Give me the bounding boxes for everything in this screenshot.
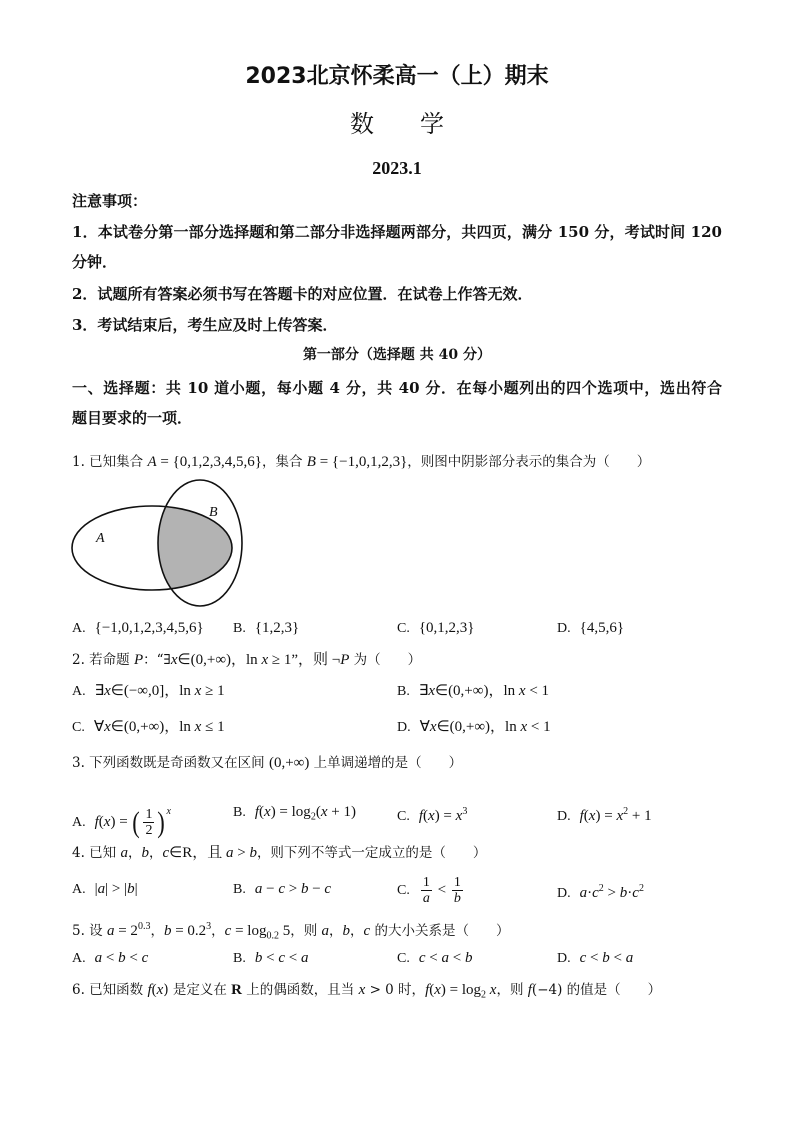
math-variable: x <box>588 808 596 824</box>
option-label: A. <box>72 815 86 830</box>
math-variable: f <box>147 982 152 998</box>
math-variable: P <box>133 652 144 668</box>
subject-title: 数学 <box>350 110 490 138</box>
q1-option-b <box>233 613 299 643</box>
stem-text: ， <box>350 923 364 939</box>
option-text: {−1,0,1,2,3,4,5,6} <box>94 620 204 636</box>
section-instruction: 一、选择题：共 10 道小题，每小题 4 分，共 40 分．在每小题列出的四个选项中，选出符合 <box>72 379 722 397</box>
math-variable: x <box>616 808 624 824</box>
option-text: {1,2,3} <box>254 620 300 636</box>
math-expression: · <box>627 885 633 901</box>
q5-option-d <box>557 943 633 973</box>
stem-text: 2. 若命题 <box>72 652 134 668</box>
stem-text: ， <box>150 923 164 939</box>
math-expression: < <box>609 950 626 966</box>
option-text: {4,5,6} <box>579 620 625 636</box>
log-base: 2 <box>481 989 487 1001</box>
option-label: C. <box>397 883 410 898</box>
option-label: C. <box>397 621 410 636</box>
math-variable: a <box>225 845 234 861</box>
math-variable: b <box>619 885 628 901</box>
q3-option-c <box>397 797 467 827</box>
math-variable: b <box>254 950 263 966</box>
math-variable: x <box>104 683 111 699</box>
stem-text: ， <box>211 923 225 939</box>
fraction-numerator: 1 <box>422 875 430 890</box>
math-variable: x <box>264 804 271 820</box>
question-1-stem <box>72 452 650 472</box>
math-expression: = {−1,0,1,2,3} <box>315 454 408 470</box>
math-expression: ( <box>98 814 104 830</box>
exam-date: 2023.1 <box>372 158 422 178</box>
page-title: 2023北京怀柔高一（上）期末 <box>245 64 549 89</box>
math-expression: = log <box>231 923 267 939</box>
math-expression: = 0.2 <box>171 923 207 939</box>
stem-text: ，则 <box>496 982 528 998</box>
option-label: B. <box>233 621 246 636</box>
math-variable: c <box>278 950 285 966</box>
math-variable: x <box>520 719 528 735</box>
math-variable: x <box>261 652 269 668</box>
fraction-denominator: b <box>453 891 461 906</box>
math-variable: c <box>363 923 371 939</box>
log-base: 2 <box>310 811 316 823</box>
math-variable: a <box>94 950 103 966</box>
math-variable: A <box>147 454 157 470</box>
stem-text: ，则下列不等式一定成立的是（ ） <box>256 845 487 861</box>
notice-item-1: 1．本试卷分第一部分选择题和第二部分非选择题两部分，共四页，满分 150 分，考试时间 120 <box>72 223 722 241</box>
math-variable: f <box>579 808 584 824</box>
stem-text: 为（ ） <box>349 652 422 668</box>
math-expression: ∃ <box>94 683 105 699</box>
math-expression: ( <box>423 808 429 824</box>
big-paren-open: ( <box>132 805 141 839</box>
fraction-numerator: 1 <box>145 807 153 822</box>
math-expression: ∈R，且 <box>169 845 226 861</box>
math-variable: x <box>194 719 202 735</box>
stem-text: 5. 设 <box>72 923 107 939</box>
option-label: C. <box>397 809 410 824</box>
fraction <box>421 875 432 906</box>
question-2-stem <box>72 650 421 670</box>
math-variable: c <box>632 885 639 901</box>
math-expression: < <box>262 950 279 966</box>
math-expression: ( <box>259 804 265 820</box>
math-expression: = {0,1,2,3,4,5,6} <box>156 454 262 470</box>
stem-text: 4. 已知 <box>72 845 121 861</box>
option-label: B. <box>397 684 410 699</box>
math-variable: x <box>486 982 497 998</box>
math-variable: b <box>118 950 126 966</box>
question-3-stem <box>72 753 462 773</box>
q3-option-d <box>557 797 652 827</box>
venn-diagram <box>66 474 252 614</box>
math-expression: ≥ 1”，则 ¬ <box>268 652 341 668</box>
stem-text: 1. 已知集合 <box>72 454 148 470</box>
question-6-stem <box>72 980 661 1006</box>
math-expression: ∈(0,+∞)，ln <box>435 683 519 699</box>
math-expression: ∀ <box>419 719 430 735</box>
math-variable: a <box>120 845 128 861</box>
math-expression: ≤ 1 <box>201 719 225 735</box>
section-instruction-continued: 题目要求的一项． <box>72 409 193 427</box>
q1-option-d <box>557 613 624 643</box>
math-variable: a <box>300 950 309 966</box>
math-expression: ) = log <box>270 804 311 820</box>
math-variable: f <box>94 814 99 830</box>
math-expression: ∈(0,+∞)，ln <box>110 719 195 735</box>
stem-text: 的大小关系是（ ） <box>370 923 510 939</box>
math-variable: B <box>306 454 316 470</box>
math-variable: f <box>527 982 532 998</box>
math-variable: a <box>254 881 263 897</box>
math-expression: < <box>433 882 450 898</box>
venn-label-a: A <box>96 531 105 546</box>
option-label: D. <box>397 720 411 735</box>
option-label: B. <box>233 805 246 820</box>
log-base: 0.2 <box>266 930 279 942</box>
math-expression: ) = <box>434 808 456 824</box>
option-label: D. <box>557 809 571 824</box>
math-variable: x <box>455 808 463 824</box>
math-expression: ∃ <box>418 683 429 699</box>
math-expression: | <box>94 881 98 897</box>
option-label: C. <box>72 720 85 735</box>
q4-option-d <box>557 874 644 904</box>
math-variable: c <box>579 950 587 966</box>
math-variable: b <box>602 950 610 966</box>
math-variable: b <box>464 950 473 966</box>
notice-item-2: 2．试题所有答案必须书写在答题卡的对应位置．在试卷上作答无效． <box>72 285 533 303</box>
exponent: 0.3 <box>137 921 151 932</box>
math-variable: x <box>156 982 164 998</box>
math-variable: c <box>278 881 285 897</box>
math-variable: f <box>425 982 430 998</box>
math-variable: a <box>441 950 449 966</box>
exponent: 3 <box>206 921 212 932</box>
math-variable: c <box>418 950 426 966</box>
math-variable: x <box>518 683 526 699</box>
notice-item-3: 3．考试结束后，考生应及时上传答案． <box>72 316 338 334</box>
math-expression: ∈(−∞,0]，ln <box>110 683 195 699</box>
q5-option-b <box>233 943 308 973</box>
stem-text: 上的偶函数，且当 <box>242 982 359 998</box>
math-variable: x <box>104 719 111 735</box>
stem-text: > 0 时， <box>365 982 426 998</box>
math-variable: c <box>324 881 332 897</box>
fraction-denominator: a <box>422 891 430 906</box>
math-expression: ∈(0,+∞)，ln <box>436 719 521 735</box>
math-variable: b <box>141 845 149 861</box>
option-label: A. <box>72 621 86 636</box>
q2-option-c <box>72 712 225 742</box>
math-expression: ( <box>429 982 435 998</box>
big-paren-close: ) <box>157 805 166 839</box>
math-expression: ( <box>151 982 157 998</box>
venn-label-b: B <box>209 505 218 520</box>
math-variable: a <box>625 950 634 966</box>
option-label: A. <box>72 882 86 897</box>
math-expression: ( <box>583 808 589 824</box>
notice-item-1-continued: 分钟． <box>72 253 118 271</box>
math-variable: c <box>224 923 232 939</box>
math-expression: < <box>284 950 301 966</box>
q4-option-c <box>397 873 465 907</box>
math-variable: b <box>300 881 309 897</box>
math-expression: | > | <box>105 881 128 897</box>
q1-option-c <box>397 613 475 643</box>
q2-option-b <box>397 676 549 706</box>
math-variable: a <box>97 881 106 897</box>
stem-text: ：“∃ <box>143 652 171 668</box>
option-label: A. <box>72 951 86 966</box>
question-4-stem <box>72 843 486 863</box>
q1-option-a <box>72 613 204 643</box>
option-label: B. <box>233 882 246 897</box>
q4-option-b <box>233 874 331 904</box>
exponent: 2 <box>598 883 604 894</box>
math-variable: f <box>254 804 260 820</box>
math-variable: x <box>103 814 111 830</box>
q3-option-a <box>72 795 171 839</box>
stem-text: ，则图中阴影部分表示的集合为（ ） <box>407 454 651 470</box>
stem-text: ，则 <box>290 923 322 939</box>
math-variable: b <box>163 923 172 939</box>
option-text: {0,1,2,3} <box>418 620 475 636</box>
math-variable: c <box>141 950 149 966</box>
math-variable: x <box>320 804 328 820</box>
fraction <box>452 875 463 906</box>
math-expression: > <box>603 885 620 901</box>
math-expression: + 1) <box>327 804 356 820</box>
option-label: D. <box>557 951 571 966</box>
math-expression: < <box>102 950 119 966</box>
exponent: x <box>166 806 171 817</box>
stem-text: (−4) 的值是（ ） <box>531 982 662 998</box>
q5-option-c <box>397 943 472 973</box>
option-label: B. <box>233 951 246 966</box>
q5-option-a <box>72 943 148 973</box>
math-expression: < <box>125 950 142 966</box>
math-expression: > <box>233 845 250 861</box>
math-expression: < <box>448 950 465 966</box>
math-expression: − <box>262 881 279 897</box>
math-expression: ≥ 1 <box>201 683 225 699</box>
math-variable: c <box>592 885 599 901</box>
stem-text: ，集合 <box>262 454 307 470</box>
fraction-numerator: 1 <box>453 875 461 890</box>
option-label: A. <box>72 684 86 699</box>
fraction-denominator: 2 <box>145 823 153 838</box>
math-variable: a <box>106 923 115 939</box>
exponent: 3 <box>462 806 468 817</box>
math-expression: < 1 <box>525 683 550 699</box>
math-variable: a <box>579 885 588 901</box>
math-expression: < <box>425 950 442 966</box>
math-expression: + 1 <box>628 808 652 824</box>
math-variable: x <box>428 683 435 699</box>
math-variable: b <box>342 923 351 939</box>
math-variable: x <box>194 683 202 699</box>
math-expression: · <box>587 885 593 901</box>
math-variable: x <box>434 982 441 998</box>
option-label: D. <box>557 621 571 636</box>
math-variable: c <box>162 845 170 861</box>
stem-text: ) 是定义在 <box>163 982 232 998</box>
math-expression: | <box>134 881 138 897</box>
stem-text: 3. 下列函数既是奇函数又在区间 <box>72 755 269 771</box>
math-expression: (0,+∞) <box>268 755 310 771</box>
notice-heading: 注意事项： <box>72 192 148 210</box>
math-expression: = 2 <box>114 923 138 939</box>
stem-text: ， <box>148 845 163 861</box>
math-variable: b <box>249 845 257 861</box>
math-expression: ∀ <box>93 719 105 735</box>
fraction <box>143 807 154 838</box>
math-expression: 5 <box>278 923 291 939</box>
math-variable: a <box>321 923 330 939</box>
math-variable: x <box>358 982 366 998</box>
stem-text: 上单调递增的是（ ） <box>309 755 463 771</box>
q2-option-a <box>72 676 225 706</box>
math-expression: ( <box>315 804 321 820</box>
q4-option-a <box>72 874 138 904</box>
math-expression: ) = <box>595 808 617 824</box>
part-1-title: 第一部分（选择题 共 40 分） <box>302 347 492 363</box>
math-expression: < <box>586 950 603 966</box>
math-expression: ) = <box>110 814 132 830</box>
real-numbers-symbol: R <box>231 982 243 998</box>
math-variable: P <box>340 652 350 668</box>
option-label: C. <box>397 951 410 966</box>
math-expression: ) = log <box>440 982 482 998</box>
q2-option-d <box>397 712 551 742</box>
math-variable: x <box>170 652 178 668</box>
math-expression: ∈(0,+∞)，ln <box>177 652 262 668</box>
exponent: 2 <box>623 806 629 817</box>
q3-option-b <box>233 797 356 827</box>
math-expression: > <box>284 881 301 897</box>
math-expression: − <box>308 881 325 897</box>
math-variable: b <box>127 881 135 897</box>
stem-text: 6. 已知函数 <box>72 982 148 998</box>
math-variable: x <box>429 719 437 735</box>
exponent: 2 <box>638 883 644 894</box>
stem-text: ， <box>329 923 343 939</box>
math-expression: < 1 <box>527 719 551 735</box>
option-label: D. <box>557 886 571 901</box>
stem-text: ， <box>127 845 142 861</box>
math-variable: x <box>428 808 435 824</box>
math-variable: f <box>418 808 424 824</box>
